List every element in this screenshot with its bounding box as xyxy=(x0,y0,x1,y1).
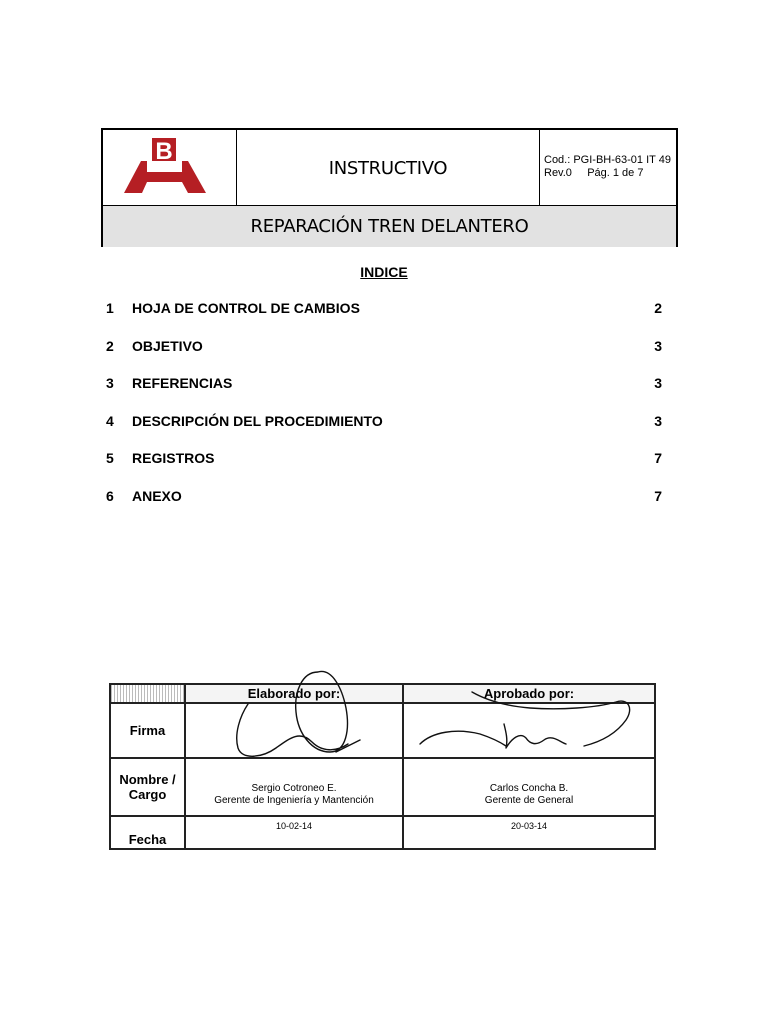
elaborado-header: Elaborado por: xyxy=(247,686,341,701)
toc-page: 2 xyxy=(654,300,662,316)
aprobado-person-cell xyxy=(404,759,654,815)
aprobado-header-cell xyxy=(404,685,654,702)
aprobado-date-cell xyxy=(404,817,654,848)
toc-page: 7 xyxy=(654,450,662,467)
toc-number: 5 xyxy=(106,450,114,467)
elaborado-date-cell xyxy=(186,817,404,848)
doc-code: Cod.: PGI-BH-63-01 IT 49 xyxy=(544,154,671,166)
signature-table xyxy=(109,683,656,850)
toc-label: ANEXO xyxy=(132,487,182,504)
doc-title: REPARACIÓN TREN DELANTERO xyxy=(250,216,529,237)
toc-label: OBJETIVO xyxy=(132,337,203,354)
aprobado-role: Gerente de General xyxy=(484,795,574,806)
aprobado-person xyxy=(404,783,654,807)
signature-header-row xyxy=(111,685,654,704)
aprobado-signature-cell xyxy=(404,704,654,757)
elaborado-role: Gerente de Ingeniería y Mantención xyxy=(214,795,374,806)
document-header xyxy=(101,128,678,247)
code-cell xyxy=(540,130,678,206)
company-logo xyxy=(103,130,235,204)
toc-label: DESCRIPCIÓN DEL PROCEDIMIENTO xyxy=(132,412,383,429)
aprobado-header: Aprobado por: xyxy=(483,686,575,701)
header-blank-cell xyxy=(111,685,186,702)
logo-cell xyxy=(103,130,237,206)
index-heading: INDICE xyxy=(360,264,408,280)
firma-label: Firma xyxy=(129,723,166,738)
toc-item[interactable] xyxy=(106,375,662,413)
fecha-label-cell xyxy=(111,817,186,848)
toc-number: 4 xyxy=(106,412,114,429)
logo-letter: B xyxy=(155,138,173,165)
elaborado-person-cell xyxy=(186,759,404,815)
toc-item[interactable] xyxy=(106,450,662,488)
nombre-label: Nombre / Cargo xyxy=(119,772,176,802)
doc-revision: Rev.0 xyxy=(544,167,572,179)
doc-type-cell xyxy=(237,130,540,206)
elaborado-date: 10-02-14 xyxy=(275,821,313,831)
aprobado-name: Carlos Concha B. xyxy=(489,783,569,794)
fecha-label: Fecha xyxy=(128,832,167,847)
nombre-row xyxy=(111,759,654,817)
table-of-contents xyxy=(106,300,662,526)
elaborado-signature-cell xyxy=(186,704,404,757)
firma-label-cell xyxy=(111,704,186,757)
toc-number: 6 xyxy=(106,487,114,504)
firma-row xyxy=(111,704,654,759)
fecha-row xyxy=(111,817,654,848)
toc-item[interactable] xyxy=(106,488,662,526)
toc-page: 7 xyxy=(654,487,662,504)
toc-number: 1 xyxy=(106,300,114,316)
toc-item[interactable] xyxy=(106,338,662,376)
header-top-row xyxy=(103,130,676,206)
toc-page: 3 xyxy=(654,337,662,354)
toc-label: REGISTROS xyxy=(132,450,215,467)
revision-page-line xyxy=(544,167,678,180)
toc-number: 3 xyxy=(106,375,114,392)
toc-label: HOJA DE CONTROL DE CAMBIOS xyxy=(132,300,360,316)
toc-page: 3 xyxy=(654,375,662,392)
elaborado-name: Sergio Cotroneo E. xyxy=(251,783,337,794)
aprobado-date: 20-03-14 xyxy=(510,821,548,831)
toc-number: 2 xyxy=(106,337,114,354)
toc-item[interactable] xyxy=(106,300,662,338)
toc-label: REFERENCIAS xyxy=(132,375,233,392)
elaborado-header-cell xyxy=(186,685,404,702)
nombre-label-cell xyxy=(111,759,186,815)
doc-type: INSTRUCTIVO xyxy=(328,157,448,179)
toc-page: 3 xyxy=(654,412,662,429)
header-title-band xyxy=(103,206,676,247)
toc-item[interactable] xyxy=(106,413,662,451)
elaborado-person xyxy=(186,783,402,807)
doc-page: Pág. 1 de 7 xyxy=(587,167,644,179)
